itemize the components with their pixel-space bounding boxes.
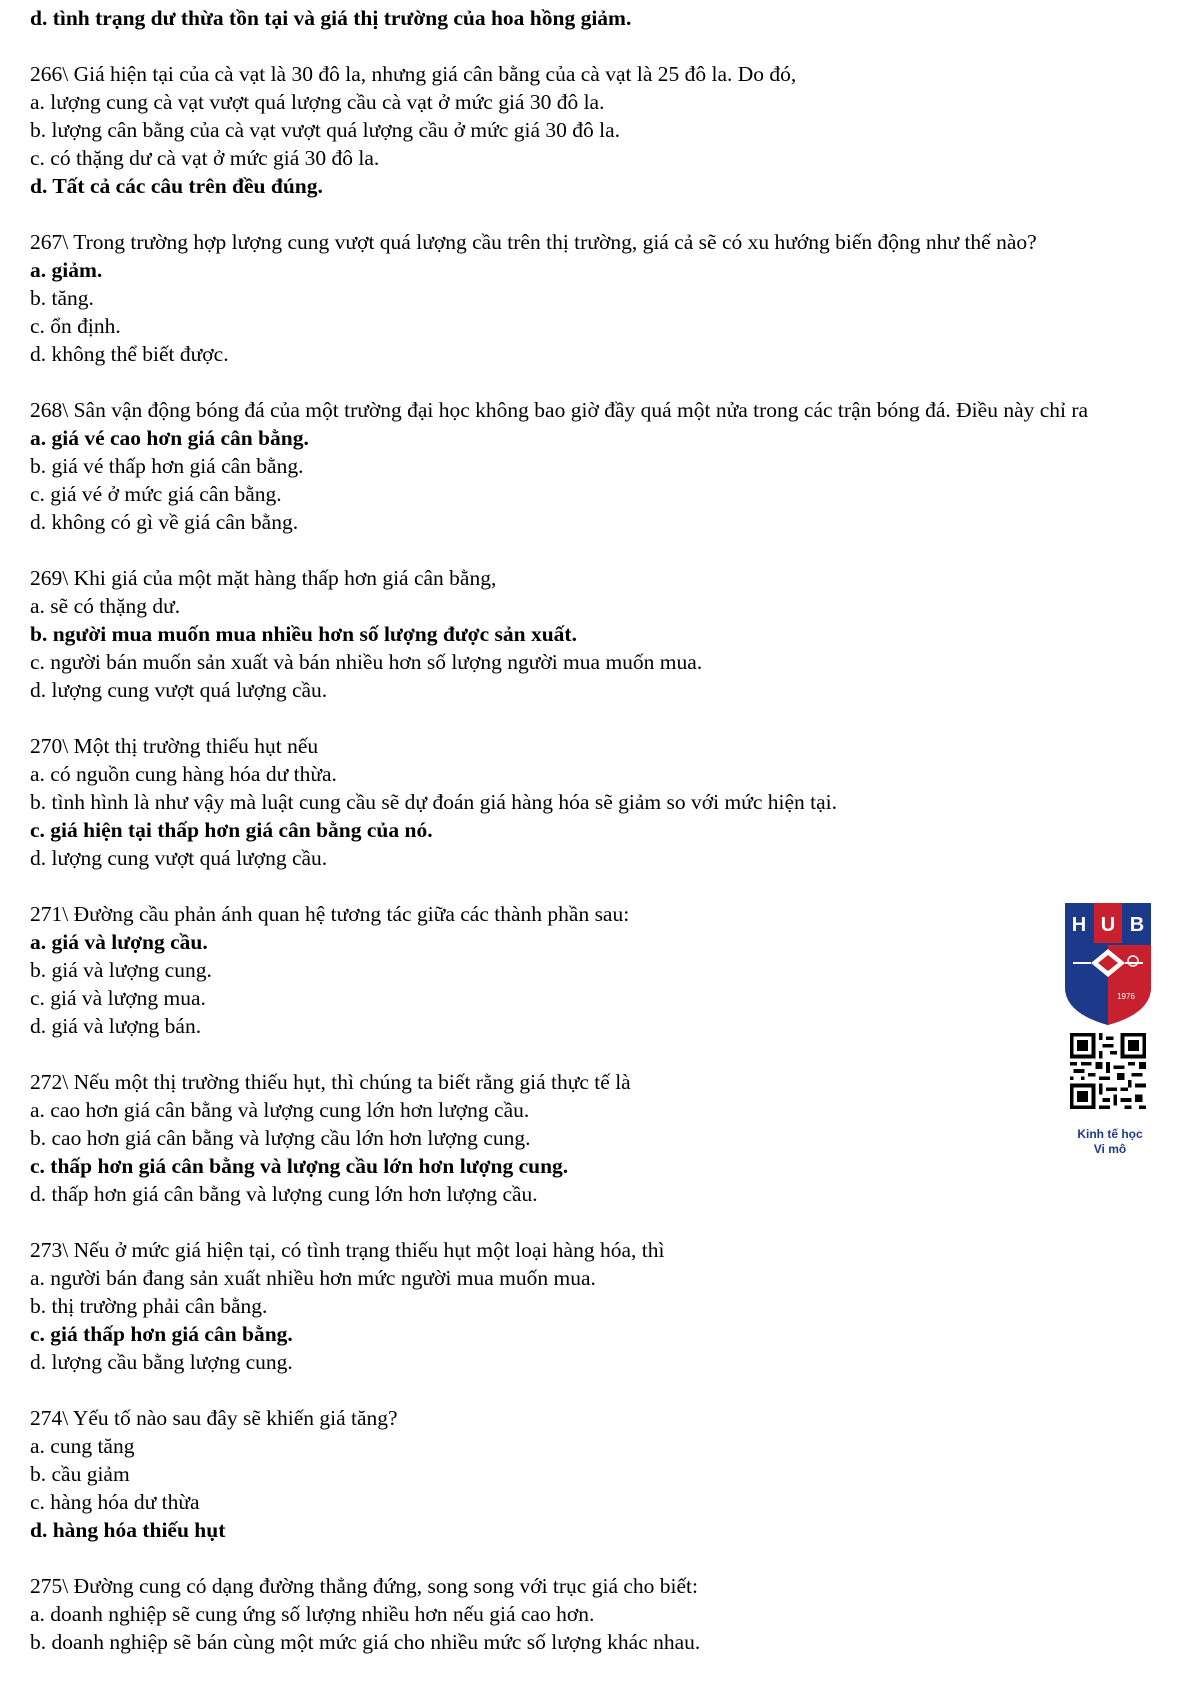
question-stem: 270\ Một thị trường thiếu hụt nếu	[30, 734, 319, 758]
option-d: d. thấp hơn giá cân bằng và lượng cung lớn hơn lượng cầu.	[30, 1182, 538, 1206]
question-stem: 268\ Sân vận động bóng đá của một trường đại học không bao giờ đầy quá một nửa trong các trận bóng đá. Điều này chỉ ra	[30, 398, 1089, 422]
question-273	[30, 1236, 1170, 1376]
option-a: a. lượng cung cà vạt vượt quá lượng cầu cà vạt ở mức giá 30 đô la.	[30, 90, 605, 114]
option-c: c. ổn định.	[30, 314, 121, 338]
question-275	[30, 1572, 1170, 1656]
option-c-correct: c. giá hiện tại thấp hơn giá cân bằng của nó.	[30, 818, 433, 842]
question-274	[30, 1404, 1170, 1544]
option-a: a. cung tăng	[30, 1434, 135, 1458]
option-b: b. thị trường phải cân bằng.	[30, 1294, 268, 1318]
option-d: d. lượng cầu bằng lượng cung.	[30, 1350, 293, 1374]
option-d-correct: d. Tất cả các câu trên đều đúng.	[30, 174, 323, 198]
logo-caption-line2: Vi mô	[1093, 1142, 1127, 1156]
option-b: b. giá và lượng cung.	[30, 958, 212, 982]
answer-line: d. tình trạng dư thừa tồn tại và giá thị trường của hoa hồng giảm.	[30, 6, 632, 30]
option-d: d. lượng cung vượt quá lượng cầu.	[30, 846, 328, 870]
option-a: a. sẽ có thặng dư.	[30, 594, 181, 618]
question-271	[30, 900, 1170, 1040]
option-c: c. có thặng dư cà vạt ở mức giá 30 đô la.	[30, 146, 380, 170]
option-d: d. lượng cung vượt quá lượng cầu.	[30, 678, 328, 702]
option-a-correct: a. giảm.	[30, 258, 103, 282]
option-b: b. tình hình là như vậy mà luật cung cầu sẽ dự đoán giá hàng hóa sẽ giảm so với mức hiện tại.	[30, 790, 838, 814]
qr-code-icon	[1070, 1033, 1146, 1109]
question-267	[30, 228, 1170, 368]
option-d: d. không có gì về giá cân bằng.	[30, 510, 299, 534]
option-b: b. cao hơn giá cân bằng và lượng cầu lớn hơn lượng cung.	[30, 1126, 531, 1150]
logo-caption-line1: Kinh tế học	[1077, 1127, 1143, 1141]
option-c: c. giá vé ở mức giá cân bằng.	[30, 482, 282, 506]
logo-letter-u: U	[1100, 914, 1116, 936]
question-stem: 269\ Khi giá của một mặt hàng thấp hơn giá cân bằng,	[30, 566, 497, 590]
question-stem: 271\ Đường cầu phản ánh quan hệ tương tác giữa các thành phần sau:	[30, 902, 630, 926]
hub-shield-logo	[1063, 895, 1153, 1027]
option-b: b. doanh nghiệp sẽ bán cùng một mức giá cho nhiều mức số lượng khác nhau.	[30, 1630, 701, 1654]
option-d: d. không thể biết được.	[30, 342, 229, 366]
option-b: b. lượng cân bằng của cà vạt vượt quá lượng cầu ở mức giá 30 đô la.	[30, 118, 621, 142]
logo-letter-b: B	[1129, 914, 1145, 936]
question-272	[30, 1068, 1170, 1208]
option-c-correct: c. thấp hơn giá cân bằng và lượng cầu lớn hơn lượng cung.	[30, 1154, 569, 1178]
question-list	[30, 4, 1170, 1656]
option-d-correct: d. hàng hóa thiếu hụt	[30, 1518, 226, 1542]
option-c-correct: c. giá thấp hơn giá cân bằng.	[30, 1322, 293, 1346]
question-stem: 273\ Nếu ở mức giá hiện tại, có tình trạng thiếu hụt một loại hàng hóa, thì	[30, 1238, 665, 1262]
option-a: a. có nguồn cung hàng hóa dư thừa.	[30, 762, 337, 786]
question-266	[30, 60, 1170, 200]
option-a-correct: a. giá và lượng cầu.	[30, 930, 208, 954]
question-268	[30, 396, 1170, 536]
option-c: c. giá và lượng mua.	[30, 986, 206, 1010]
question-stem: 275\ Đường cung có dạng đường thẳng đứng, song song với trục giá cho biết:	[30, 1574, 698, 1598]
option-a: a. doanh nghiệp sẽ cung ứng số lượng nhiều hơn nếu giá cao hơn.	[30, 1602, 595, 1626]
question-270	[30, 732, 1170, 872]
option-d: d. giá và lượng bán.	[30, 1014, 202, 1038]
option-b-correct: b. người mua muốn mua nhiều hơn số lượng được sản xuất.	[30, 622, 577, 646]
hub-logo-block	[1055, 895, 1165, 1170]
logo-year: 1976	[1117, 992, 1135, 1001]
option-b: b. giá vé thấp hơn giá cân bằng.	[30, 454, 304, 478]
option-a: a. người bán đang sản xuất nhiều hơn mức người mua muốn mua.	[30, 1266, 596, 1290]
question-stem: 274\ Yếu tố nào sau đây sẽ khiến giá tăng?	[30, 1406, 398, 1430]
question-stem: 267\ Trong trường hợp lượng cung vượt quá lượng cầu trên thị trường, giá cả sẽ có xu hướng biến động như thế nào?	[30, 230, 1037, 254]
option-c: c. hàng hóa dư thừa	[30, 1490, 200, 1514]
option-a-correct: a. giá vé cao hơn giá cân bằng.	[30, 426, 309, 450]
question-stem: 266\ Giá hiện tại của cà vạt là 30 đô la, nhưng giá cân bằng của cà vạt là 25 đô la. Do đó,	[30, 62, 797, 86]
option-b: b. tăng.	[30, 286, 94, 310]
question-stem: 272\ Nếu một thị trường thiếu hụt, thì chúng ta biết rằng giá thực tế là	[30, 1070, 631, 1094]
logo-letter-h: H	[1071, 914, 1087, 936]
question-269	[30, 564, 1170, 704]
option-b: b. cầu giảm	[30, 1462, 130, 1486]
option-a: a. cao hơn giá cân bằng và lượng cung lớn hơn lượng cầu.	[30, 1098, 530, 1122]
option-c: c. người bán muốn sản xuất và bán nhiều hơn số lượng người mua muốn mua.	[30, 650, 703, 674]
